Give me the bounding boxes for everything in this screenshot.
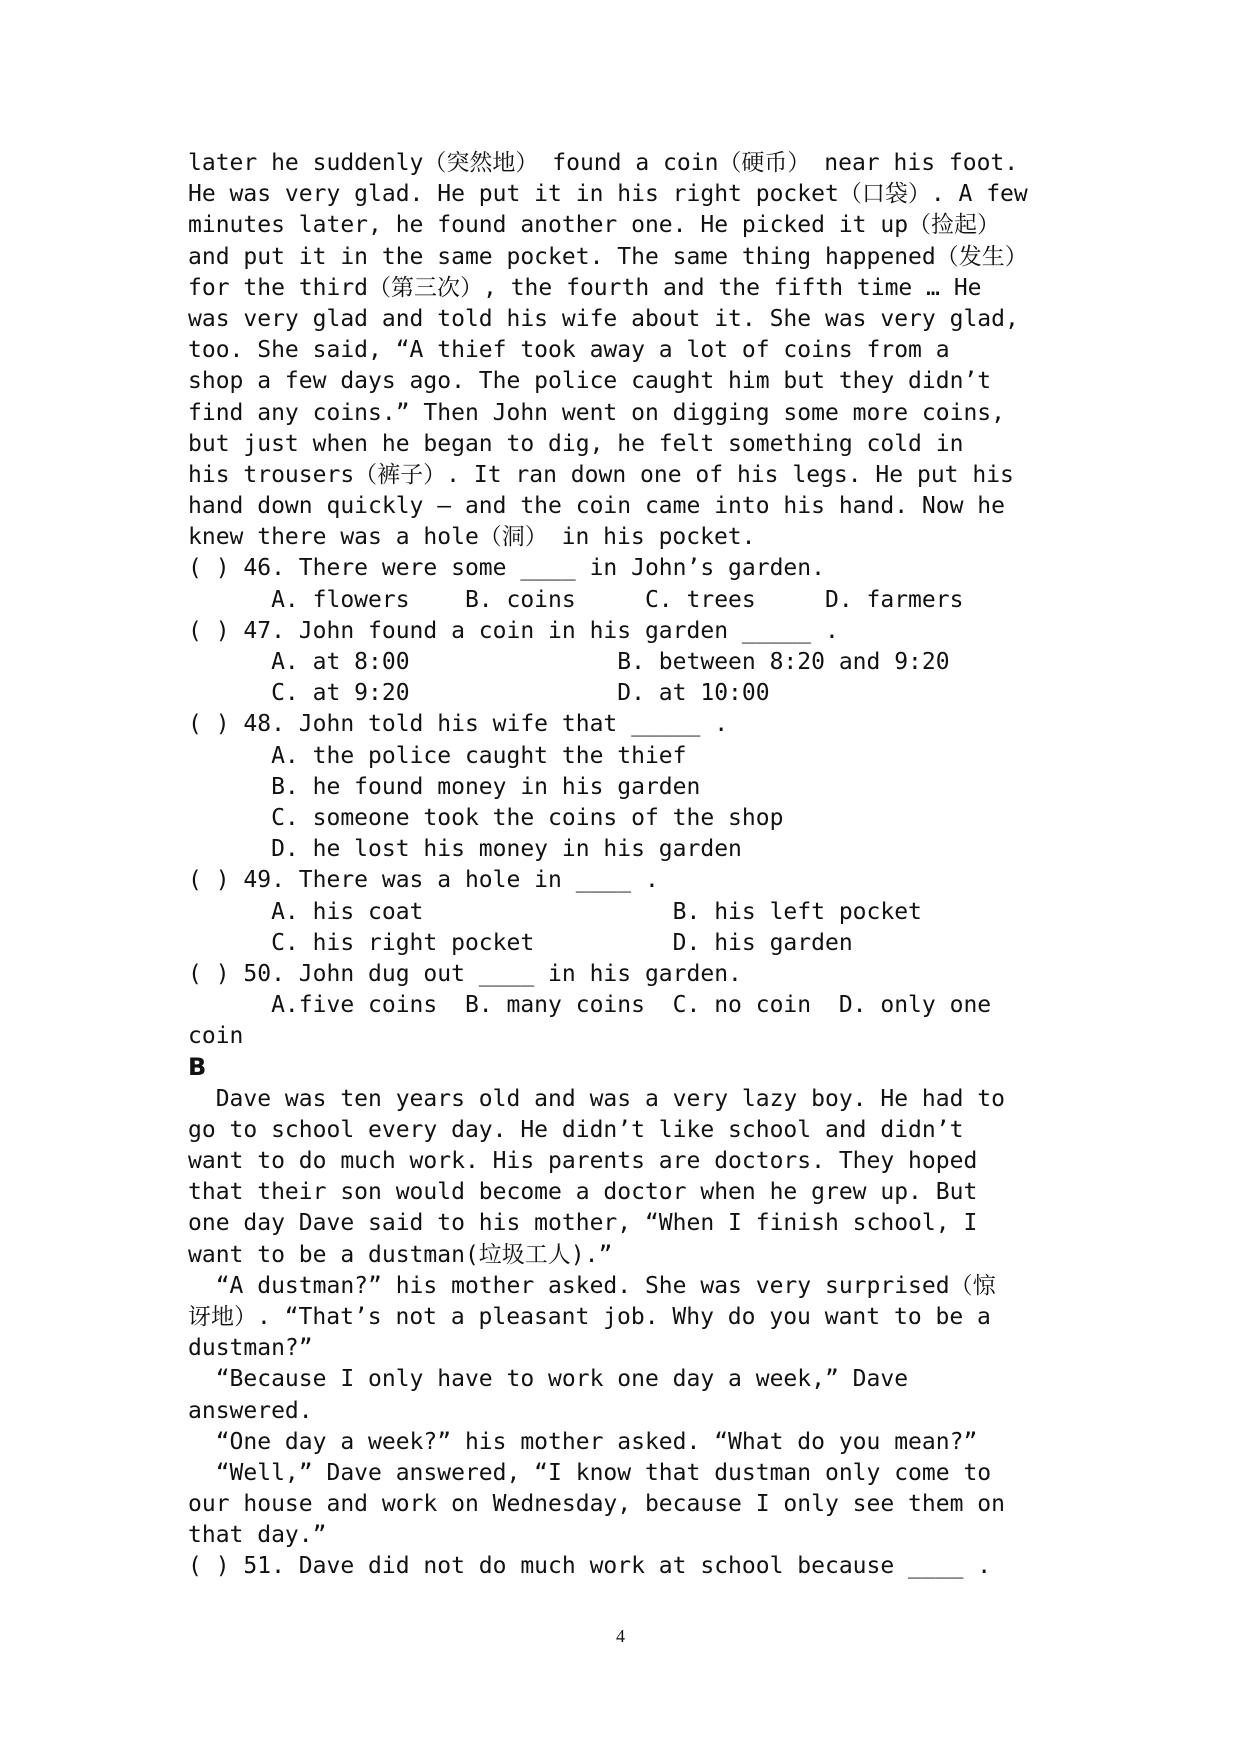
passage-line: knew there was a hole（洞） in his pocket. xyxy=(188,524,756,551)
passage-line: that their son would become a doctor when he grew up. But xyxy=(188,1179,978,1206)
passage-line: shop a few days ago. The police caught him but they didn’t xyxy=(188,368,992,395)
passage-line: too. She said, “A thief took away a lot of coins from a xyxy=(188,337,950,364)
question-49: ( ) 49. There was a hole in ____ . xyxy=(188,867,659,894)
question-48-option: C. someone took the coins of the shop xyxy=(188,804,784,831)
passage-line: our house and work on Wednesday, because I only see them on xyxy=(188,1491,1005,1518)
passage-line: find any coins.” Then John went on digging some more coins, xyxy=(188,399,1005,426)
passage-line: and put it in the same pocket. The same thing happened（发生） xyxy=(188,243,1028,270)
passage-line: want to be a dustman(垃圾工人).” xyxy=(188,1241,613,1268)
page-content xyxy=(188,148,1108,1583)
section-b-heading: B xyxy=(188,1053,207,1082)
question-46: ( ) 46. There were some ____ in John’s garden. xyxy=(188,555,825,582)
passage-line: that day.” xyxy=(188,1522,327,1549)
passage-line: He was very glad. He put it in his right pocket（口袋）. A few xyxy=(188,181,1028,208)
passage-line: his trousers（裤子）. It ran down one of his legs. He put his xyxy=(188,461,1014,488)
passage-line: was very glad and told his wife about it. She was very glad, xyxy=(188,305,1019,332)
passage-line: dustman?” xyxy=(188,1335,313,1362)
passage-line: minutes later, he found another one. He picked it up（捡起） xyxy=(188,212,1001,239)
question-47-options: A. at 8:00 B. between 8:20 and 9:20 xyxy=(188,649,950,675)
question-46-options: A. flowers B. coins C. trees D. farmers xyxy=(188,586,964,613)
passage-b xyxy=(188,1084,1108,1583)
question-50-options: coin xyxy=(188,1023,244,1050)
question-48-option: B. he found money in his garden xyxy=(188,773,701,800)
passage-line: Dave was ten years old and was a very lazy boy. He had to xyxy=(188,1085,1005,1112)
passage-line: later he suddenly（突然地） found a coin（硬币） near his foot. xyxy=(188,150,1019,176)
passage-line: 讶地）. “That’s not a pleasant job. Why do you want to be a xyxy=(188,1303,991,1330)
page-number: 4 xyxy=(616,1626,625,1646)
questions-a xyxy=(188,553,1108,1052)
passage-line: “Well,” Dave answered, “I know that dustman only come to xyxy=(188,1459,992,1486)
question-47-options: C. at 9:20 D. at 10:00 xyxy=(188,680,770,707)
question-47: ( ) 47. John found a coin in his garden _____ . xyxy=(188,617,839,644)
passage-line: “A dustman?” his mother asked. She was very surprised（惊 xyxy=(188,1272,996,1299)
question-49-options: C. his right pocket D. his garden xyxy=(188,929,853,956)
question-51: ( ) 51. Dave did not do much work at school because ____ . xyxy=(188,1553,992,1580)
passage-line: want to do much work. His parents are doctors. They hoped xyxy=(188,1148,978,1174)
question-50: ( ) 50. John dug out ____ in his garden. xyxy=(188,960,742,987)
passage-line: but just when he began to dig, he felt something cold in xyxy=(188,430,964,457)
passage-line: hand down quickly – and the coin came into his hand. Now he xyxy=(188,493,1005,520)
passage-line: answered. xyxy=(188,1397,313,1424)
question-49-options: A. his coat B. his left pocket xyxy=(188,898,922,925)
question-48-option: A. the police caught the thief xyxy=(188,742,687,769)
passage-line: go to school every day. He didn’t like school and didn’t xyxy=(188,1116,964,1143)
passage-a xyxy=(188,148,1108,553)
question-48: ( ) 48. John told his wife that _____ . xyxy=(188,711,729,738)
passage-line: for the third（第三次）, the fourth and the fifth time … He xyxy=(188,274,982,301)
question-48-option: D. he lost his money in his garden xyxy=(188,836,742,863)
passage-line: “One day a week?” his mother asked. “What do you mean?” xyxy=(188,1428,978,1455)
question-50-options: A.five coins B. many coins C. no coin D. only one xyxy=(188,992,992,1019)
passage-line: “Because I only have to work one day a week,” Dave xyxy=(188,1366,909,1393)
passage-line: one day Dave said to his mother, “When I finish school, I xyxy=(188,1210,978,1237)
